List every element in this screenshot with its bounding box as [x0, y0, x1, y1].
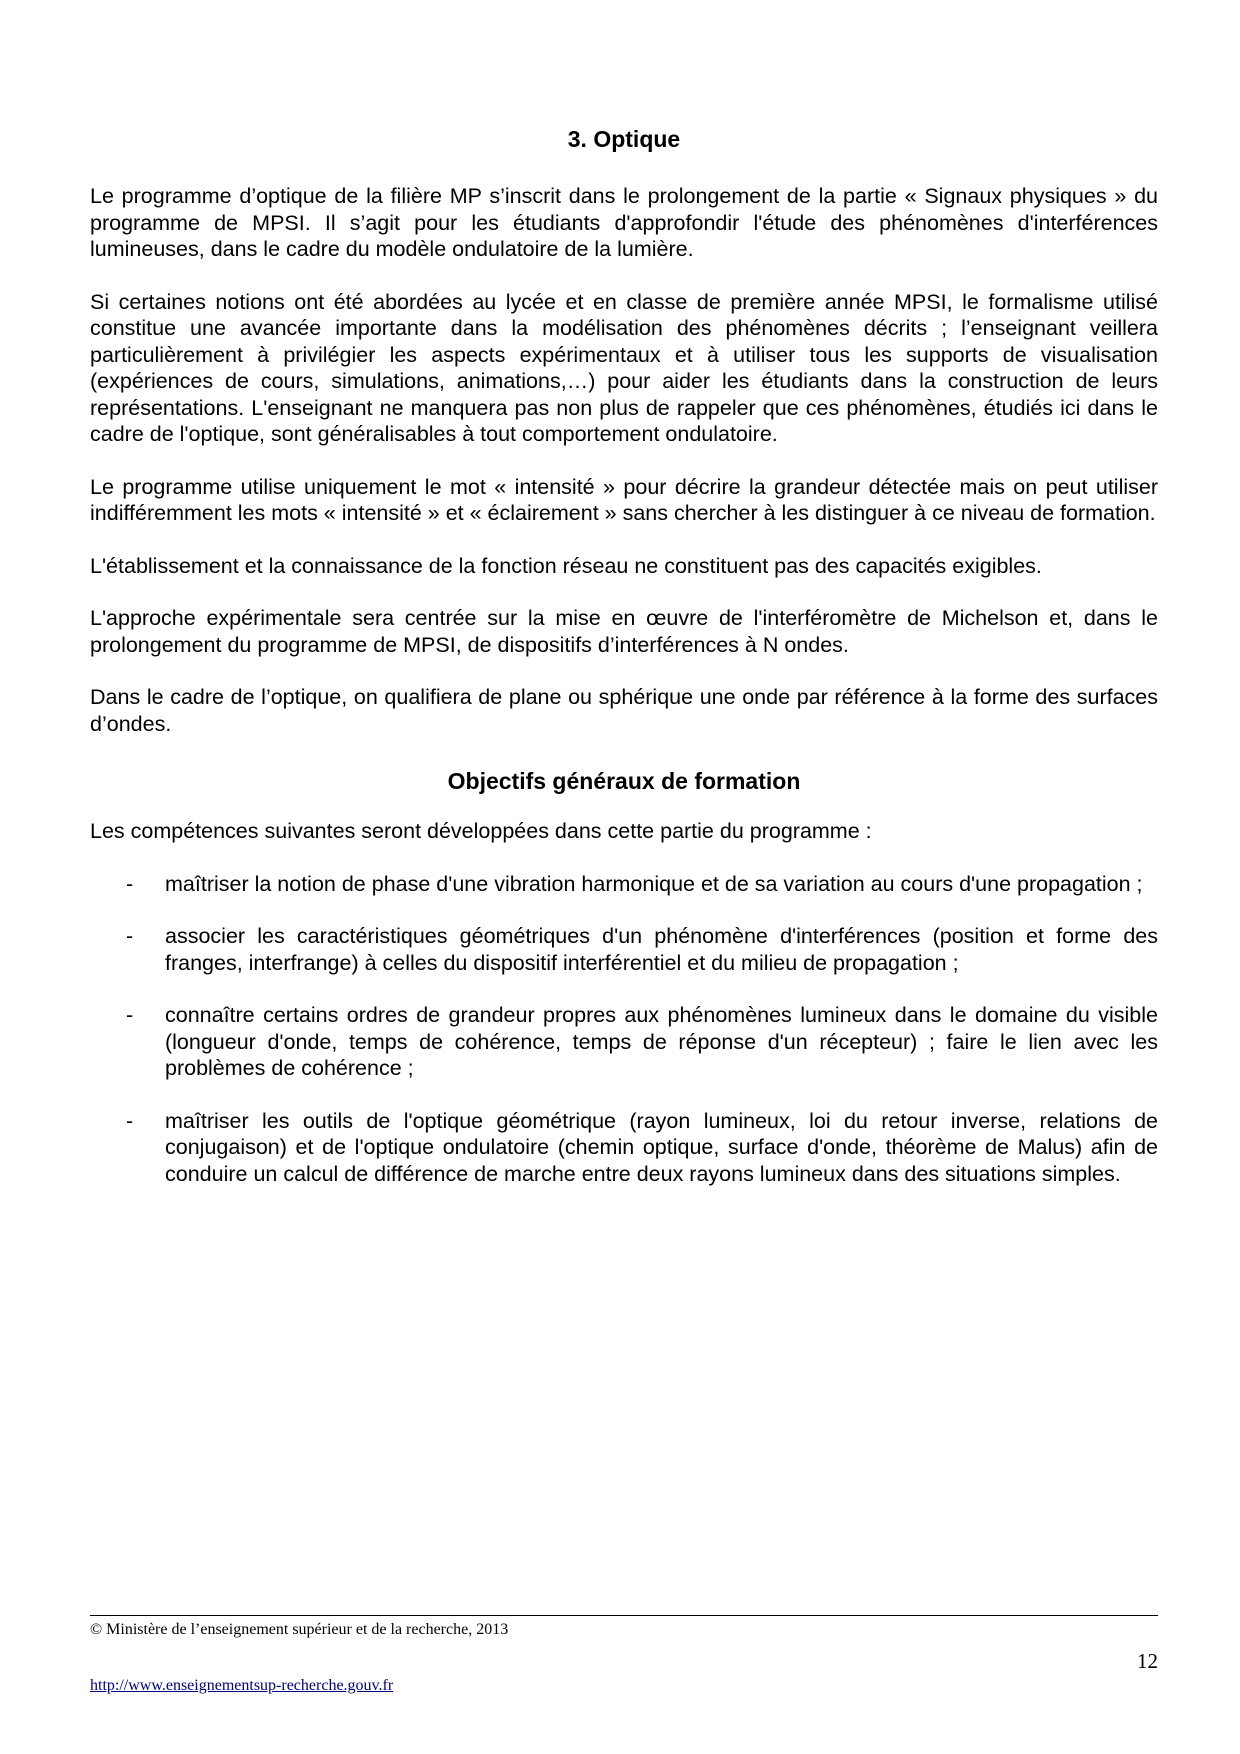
list-item	[90, 1108, 1158, 1188]
copyright-notice: © Ministère de l’enseignement supérieur et de la recherche, 2013	[90, 1621, 509, 1638]
paragraph-6: Dans le cadre de l’optique, on qualifiera de plane ou sphérique une onde par référence à la forme des surfaces d’ondes.	[90, 685, 1158, 736]
list-item	[90, 923, 1158, 976]
bullet-dash: -	[126, 1108, 134, 1133]
competences-intro: Les compétences suivantes seront développées dans cette partie du programme :	[90, 819, 872, 843]
bullet-dash: -	[126, 1003, 134, 1027]
list-item	[90, 1002, 1158, 1082]
list-item-text: associer les caractéristiques géométriques d'un phénomène d'interférences (position et forme des franges, interfrange) à celles du dispositif interférentiel et du milieu de propagation ;	[165, 924, 1158, 975]
footer-divider	[90, 1615, 1158, 1616]
paragraph-2: Si certaines notions ont été abordées au lycée et en classe de première année MPSI, le formalisme utilisé constitue une avancée importante dans la modélisation des phénomènes décrits ; l’enseignant veillera particulièrement à privilégier les aspects expérimentaux et à utiliser tous les supports de visualisation (expériences de cours, simulations, animations,…) pour aider les étudiants dans la construction de leurs représentations. L'enseignant ne manquera pas non plus de rappeler que ces phénomènes, étudiés ici dans le cadre de l'optique, sont généralisables à tout comportement ondulatoire.	[90, 289, 1158, 446]
section-title: 3. Optique	[567, 126, 681, 152]
list-item-text: connaître certains ordres de grandeur propres aux phénomènes lumineux dans le domaine du visible (longueur d'onde, temps de cohérence, temps de réponse d'un récepteur) ; faire le lien avec les problèmes de cohérence ;	[165, 1003, 1158, 1080]
page-number: 12	[1137, 1649, 1158, 1673]
list-item	[90, 871, 1158, 898]
page-body	[90, 126, 1158, 1213]
subsection-title: Objectifs généraux de formation	[447, 768, 801, 794]
ministry-website-link[interactable]: http://www.enseignementsup-recherche.gouv.fr	[90, 1677, 394, 1694]
paragraph-5: L'approche expérimentale sera centrée sur la mise en œuvre de l'interféromètre de Michelson et, dans le prolongement du programme de MPSI, de dispositifs d’interférences à N ondes.	[90, 606, 1158, 657]
paragraph-3: Le programme utilise uniquement le mot « intensité » pour décrire la grandeur détectée mais on peut utiliser indifféremment les mots « intensité » et « éclairement » sans chercher à les distinguer à ce niveau de formation.	[90, 474, 1158, 525]
paragraph-1: Le programme d’optique de la filière MP s’inscrit dans le prolongement de la partie « Signaux physiques » du programme de MPSI. Il s’agit pour les étudiants d'approfondir l'étude des phénomènes d'interférences lumineuses, dans le cadre du modèle ondulatoire de la lumière.	[90, 184, 1158, 261]
bullet-dash: -	[126, 924, 134, 948]
list-item-text: maîtriser les outils de l'optique géométrique (rayon lumineux, loi du retour inverse, relations de conjugaison) et de l'optique ondulatoire (chemin optique, surface d'onde, théorème de Malus) afin de conduire un calcul de différence de marche entre deux rayons lumineux dans des situations simples.	[165, 1108, 1158, 1186]
competences-list	[90, 871, 1158, 1188]
bullet-dash: -	[126, 871, 134, 896]
page-footer	[90, 1615, 1158, 1694]
paragraph-4: L'établissement et la connaissance de la fonction réseau ne constituent pas des capacités exigibles.	[90, 553, 1042, 578]
list-item-text: maîtriser la notion de phase d'une vibration harmonique et de sa variation au cours d'une propagation ;	[165, 871, 1143, 896]
